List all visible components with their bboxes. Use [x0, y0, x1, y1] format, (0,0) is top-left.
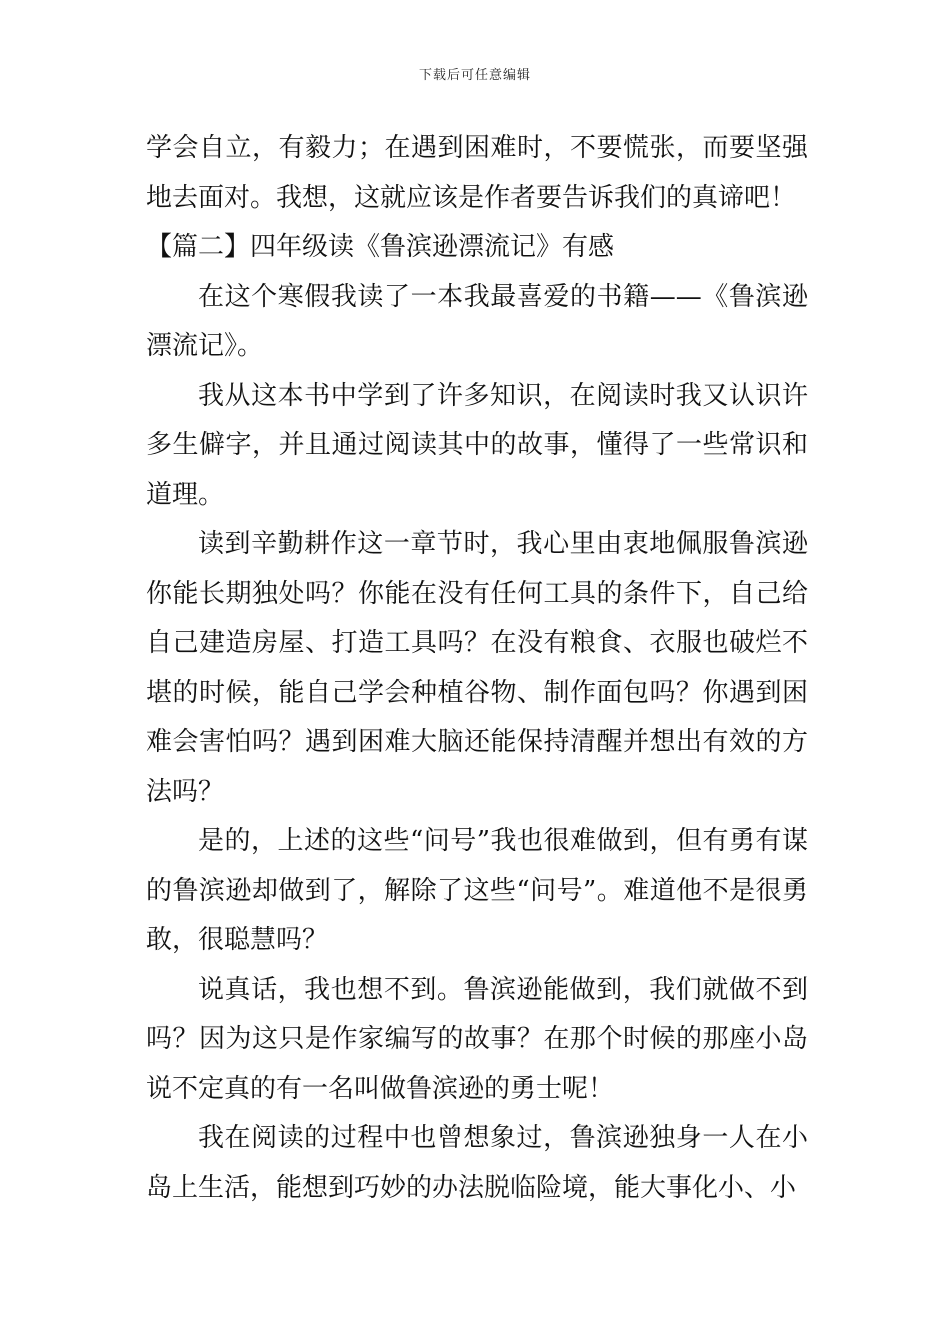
paragraph-1: 学会自立，有毅力；在遇到困难时，不要慌张，而要坚强地去面对。我想，这就应该是作者要告诉我们的真谛吧！ [146, 133, 808, 213]
document-body [146, 124, 808, 1213]
paragraph-4: 我从这本书中学到了许多知识，在阅读时我又认识许多生僻字，并且通过阅读其中的故事，懂得了一些常识和道理。 [146, 380, 808, 510]
section-heading: 【篇二】四年级读《鲁滨逊漂流记》有感 [146, 232, 615, 262]
page-header: 下载后可任意编辑 [418, 68, 531, 83]
paragraph-8: 我在阅读的过程中也曾想象过，鲁滨逊独身一人在小岛上生活，能想到巧妙的办法脱临险境，能大事化小、小 [146, 1123, 808, 1203]
paragraph-6: 是的，上述的这些“问号”我也很难做到，但有勇有谋的鲁滨逊却做到了，解除了这些“问号”。难道他不是很勇敢，很聪慧吗？ [146, 826, 808, 955]
paragraph-3: 在这个寒假我读了一本我最喜爱的书籍——《鲁滨逊漂流记》。 [146, 281, 808, 361]
paragraph-5: 读到辛勤耕作这一章节时，我心里由衷地佩服鲁滨逊你能长期独处吗？你能在没有任何工具的条件下，自己给自己建造房屋、打造工具吗？在没有粮食、衣服也破烂不堪的时候，能自己学会种植谷物、制作面包吗？你遇到困难会害怕吗？遇到困难大脑还能保持清醒并想出有效的方法吗？ [146, 529, 808, 807]
paragraph-7: 说真话，我也想不到。鲁滨逊能做到，我们就做不到吗？因为这只是作家编写的故事？在那个时候的那座小岛说不定真的有一名叫做鲁滨逊的勇士呢！ [146, 974, 808, 1104]
